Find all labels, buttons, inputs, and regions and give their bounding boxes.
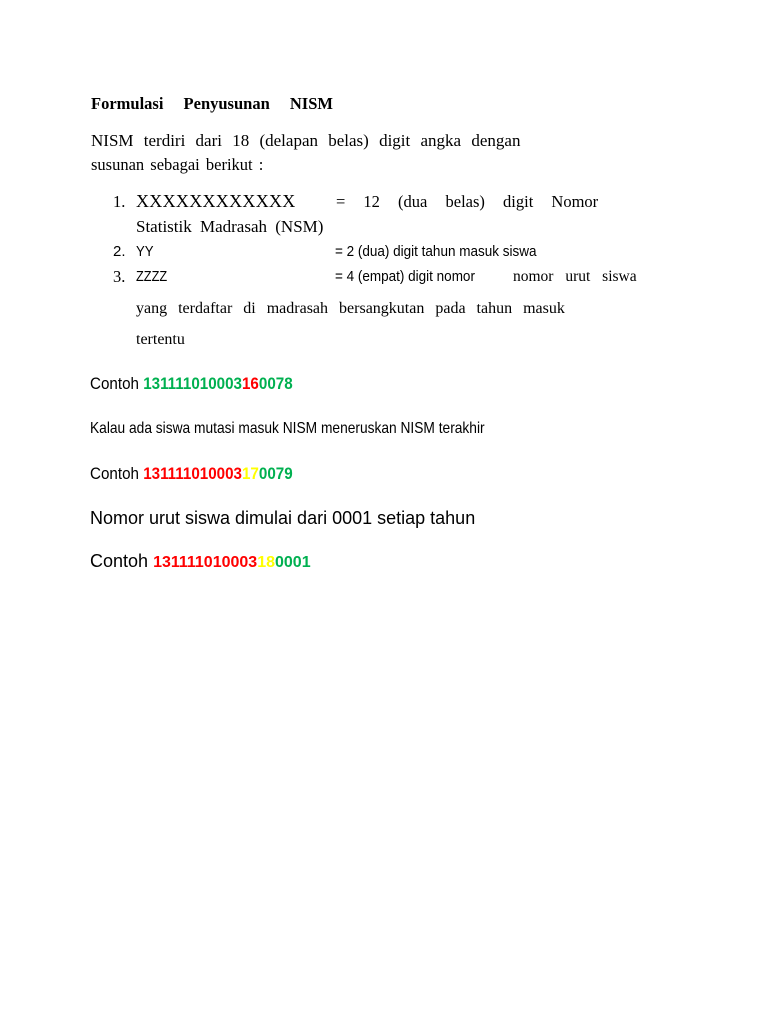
list-code-1: XXXXXXXXXXXX [136,191,296,211]
intro-line-2: susunan sebagai berikut : [91,155,264,174]
page-title: Formulasi Penyusunan NISM [91,94,333,113]
list-marker-3: 3. [113,267,126,286]
list-desc-2: = 2 (dua) digit tahun masuk siswa [335,243,537,260]
list-desc-3-cont1: yang terdaftar di madrasah bersangkutan pada tahun masuk [136,300,565,317]
list-code-3: ZZZZ [136,268,168,285]
list-desc-3-cont2: tertentu [136,331,185,348]
example-2-part3: 0079 [258,465,293,483]
example-2-part2: 17 [241,465,259,483]
example-3-part3: 0001 [275,554,311,571]
example-1-part2: 16 [241,375,259,393]
list-marker-1: 1. [113,192,126,211]
example-2-part1: 131111010003 [143,465,242,483]
list-desc-1-cont: Statistik Madrasah (NSM) [136,217,324,236]
example-3 [90,551,311,572]
example-1-label: Contoh [90,375,139,393]
example-1-part1: 131111010003 [143,375,242,393]
example-3-part2: 18 [257,554,275,571]
list-desc-1: = 12 (dua belas) digit Nomor [336,192,599,211]
intro-line-1: NISM terdiri dari 18 (delapan belas) digit angka dengan [91,131,521,150]
example-1-part3: 0078 [258,375,293,393]
example-2-label: Contoh [90,465,139,483]
serial-note: Nomor urut siswa dimulai dari 0001 setiap tahun [90,508,476,528]
list-desc-3: = 4 (empat) digit nomor [335,268,475,285]
example-2 [90,465,293,484]
list-marker-2: 2. [113,243,126,260]
mutation-note: Kalau ada siswa mutasi masuk NISM meneruskan NISM terakhir [90,420,485,437]
list-code-2: YY [136,243,154,260]
example-3-part1: 131111010003 [153,554,258,571]
example-1 [90,375,293,394]
list-desc-3-tail: nomor urut siswa [513,268,637,285]
example-3-label: Contoh [90,551,149,571]
